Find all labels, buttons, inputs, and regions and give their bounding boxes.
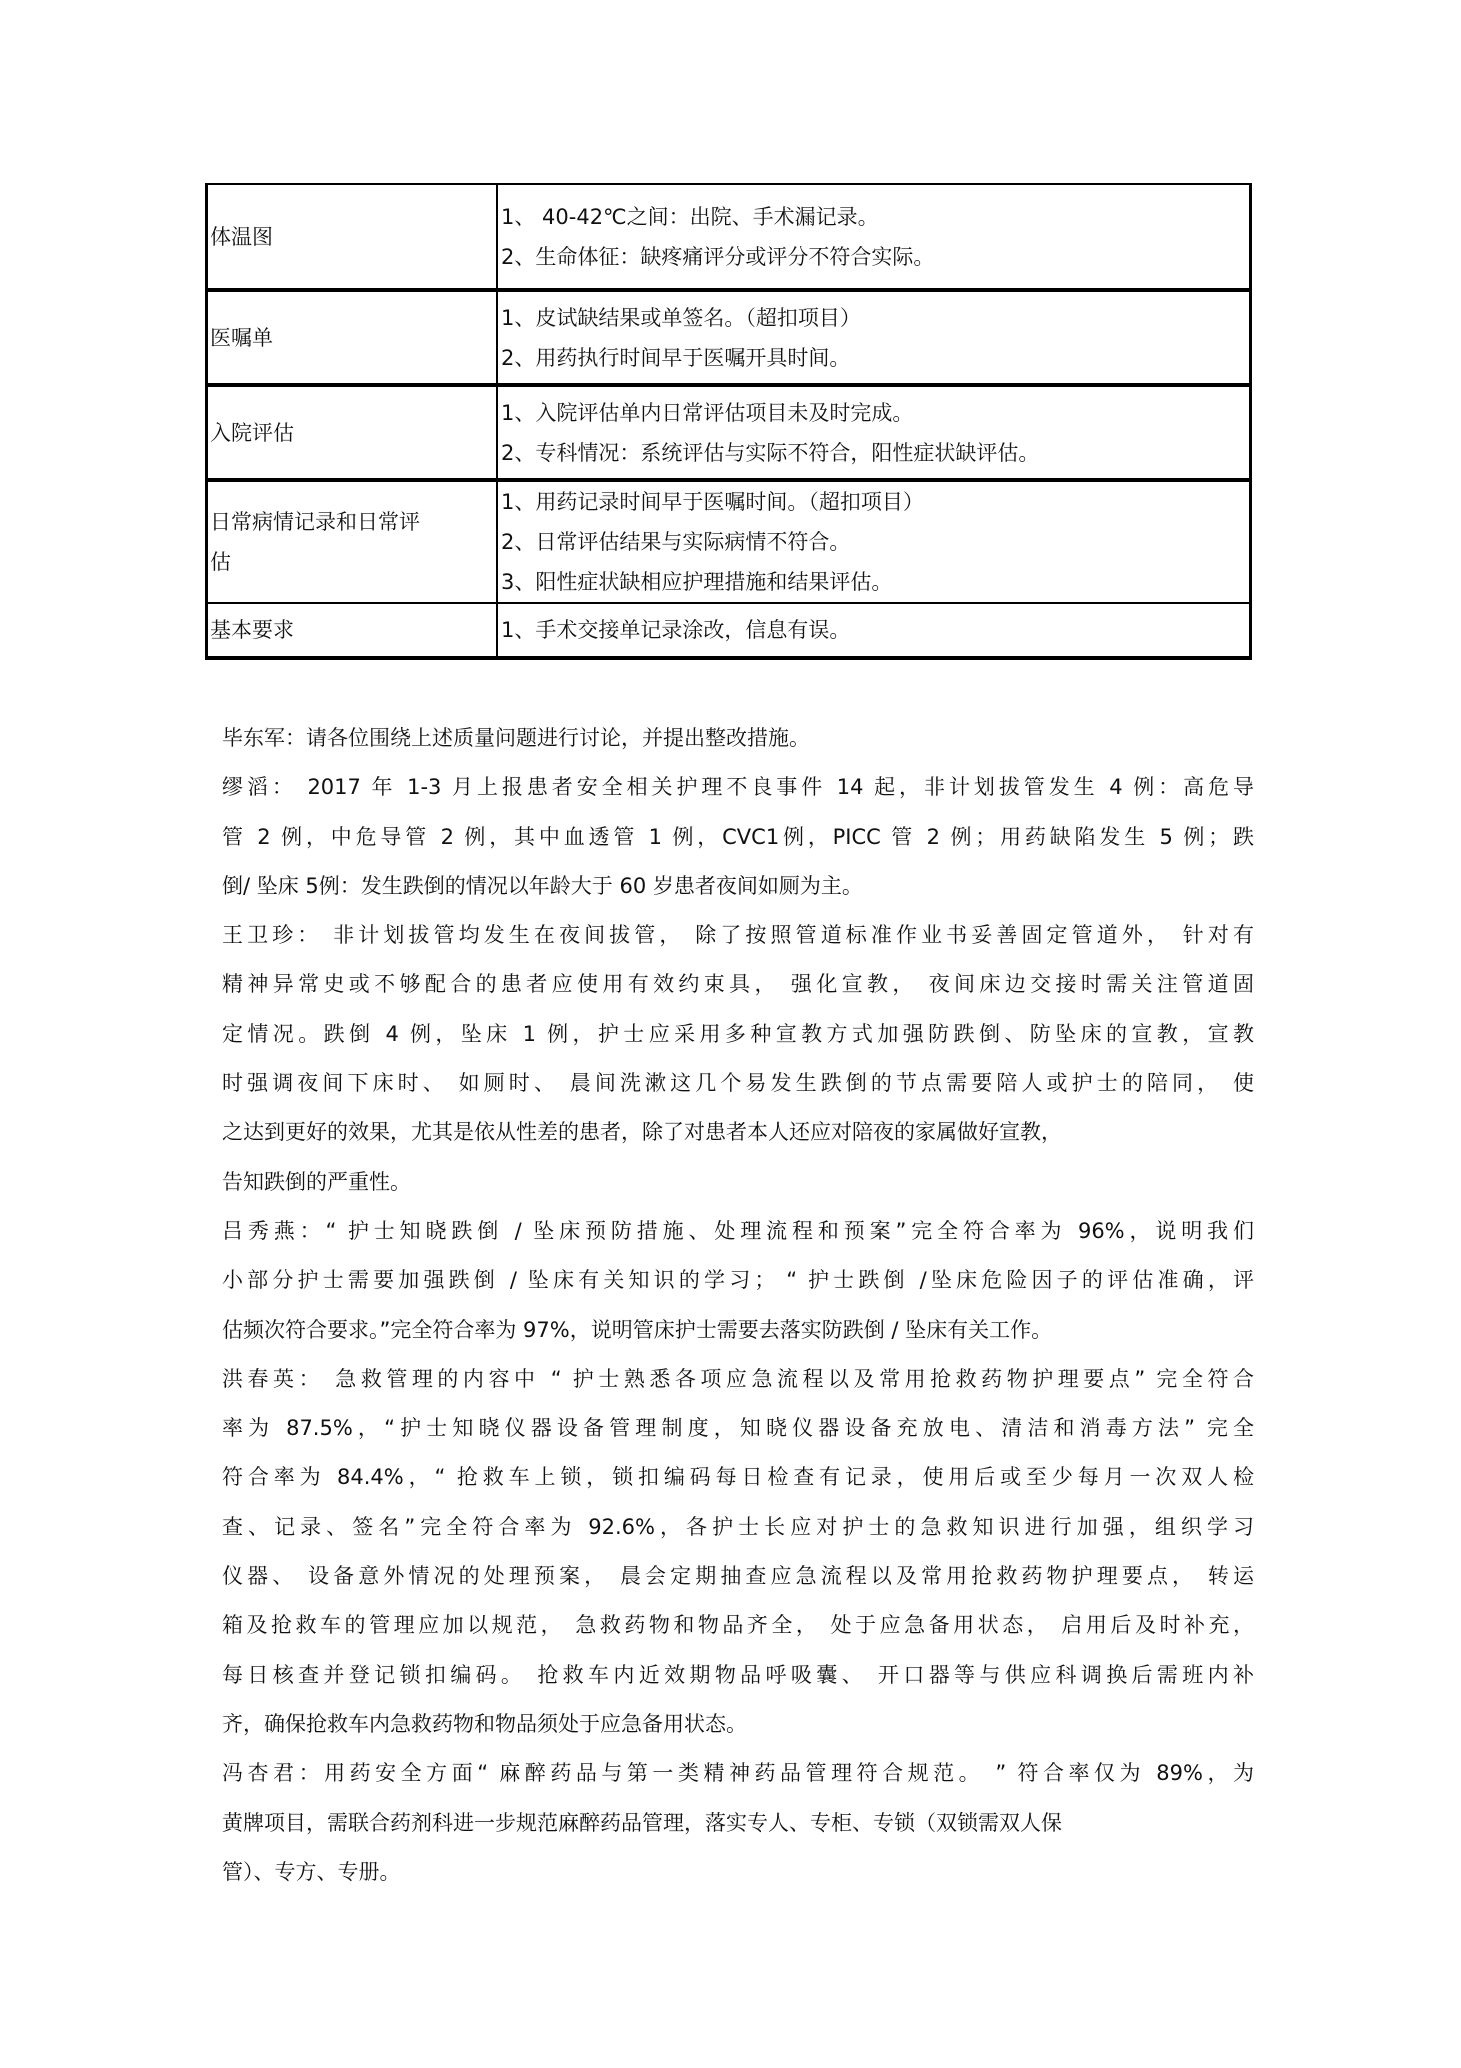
issue-item: 1、用药记录时间早于医嘱时间。（超扣项目）	[501, 490, 924, 514]
issue-item: 1、皮试缺结果或单签名。（超扣项目）	[501, 305, 861, 330]
text-line: 箱及抢救车的管理应加以规范， 急救药物和物品齐全， 处于应急备用状态， 启用后及时补充，	[222, 1613, 1254, 1638]
text-line: 时强调夜间下床时、 如厕时、 晨间洗漱这几个易发生跌倒的节点需要陪人或护士的陪同， 使	[222, 1071, 1254, 1096]
quality-issues-table	[205, 183, 1252, 660]
text-line: 之达到更好的效果，尤其是依从性差的患者，除了对患者本人还应对陪夜的家属做好宣教，	[222, 1120, 1062, 1145]
items-cell	[497, 290, 1251, 385]
text-line: 缪滔： 2017 年 1-3 月上报患者安全相关护理不良事件 14 起，非计划拔管发生 4 例：高危导	[222, 775, 1254, 800]
issue-item: 1、 40-42℃之间：出院、手术漏记录。	[501, 204, 879, 229]
table-row	[207, 290, 1251, 385]
category-label: 医嘱单	[210, 325, 273, 350]
speaker-paragraph	[222, 911, 1254, 1207]
speaker-paragraph	[222, 1355, 1254, 1749]
speaker-paragraph	[222, 1207, 1254, 1355]
issue-item: 2、生命体征：缺疼痛评分或评分不符合实际。	[501, 244, 935, 269]
table-row	[207, 480, 1251, 603]
issue-item: 3、阳性症状缺相应护理措施和结果评估。	[501, 570, 893, 594]
text-line: 倒/ 坠床 5例：发生跌倒的情况以年龄大于 60 岁患者夜间如厕为主。	[222, 873, 863, 898]
text-line: 吕秀燕：“ 护士知晓跌倒 / 坠床预防措施、处理流程和预案”完全符合率为 96%，说明我们	[222, 1218, 1254, 1243]
text-line: 仪器、 设备意外情况的处理预案， 晨会定期抽查应急流程以及常用抢救药物护理要点， 转运	[222, 1564, 1254, 1589]
text-line: 定情况。跌倒 4 例，坠床 1 例，护士应采用多种宣教方式加强防跌倒、防坠床的宣教，宣教	[222, 1021, 1254, 1046]
text-line: 管 2 例，中危导管 2 例，其中血透管 1 例，CVC1例，PICC 管 2 例；用药缺陷发生 5 例；跌	[222, 824, 1254, 849]
table-row	[207, 184, 1251, 290]
speaker-paragraph	[222, 714, 1254, 763]
speaker-paragraph	[222, 763, 1254, 911]
items-cell	[497, 603, 1251, 658]
category-label-line: 估	[210, 550, 231, 574]
category-label-line: 日常病情记录和日常评	[210, 510, 420, 534]
text-line: 冯杏君：用药安全方面“ 麻醉药品与第一类精神药品管理符合规范。 ” 符合率仅为 89%，为	[222, 1761, 1254, 1786]
text-line: 符合率为 84.4%，“ 抢救车上锁，锁扣编码每日检查有记录，使用后或至少每月一次双人检	[222, 1465, 1254, 1490]
text-line: 率为 87.5%，“护士知晓仪器设备管理制度，知晓仪器设备充放电、清洁和消毒方法” 完全	[222, 1416, 1254, 1441]
items-cell	[497, 480, 1251, 603]
issue-item: 2、专科情况：系统评估与实际不符合，阳性症状缺评估。	[501, 440, 1040, 465]
category-label: 入院评估	[210, 420, 294, 445]
category-cell	[207, 603, 498, 658]
text-line: 估频次符合要求。”完全符合率为 97%，说明管床护士需要去落实防跌倒 / 坠床有关工作。	[222, 1317, 1053, 1342]
category-cell	[207, 290, 498, 385]
text-line: 齐，确保抢救车内急救药物和物品须处于应急备用状态。	[222, 1711, 747, 1736]
text-line: 精神异常史或不够配合的患者应使用有效约束具， 强化宣教， 夜间床边交接时需关注管道固	[222, 972, 1254, 997]
table-row	[207, 603, 1251, 658]
text-line: 查、记录、签名”完全符合率为 92.6%，各护士长应对护士的急救知识进行加强，组织学习	[222, 1514, 1254, 1539]
issue-item: 2、用药执行时间早于医嘱开具时间。	[501, 345, 851, 370]
discussion-section	[222, 714, 1254, 1897]
issue-item: 1、手术交接单记录涂改，信息有误。	[501, 618, 851, 642]
text-line: 告知跌倒的严重性。	[222, 1169, 411, 1194]
text-line: 王卫珍： 非计划拔管均发生在夜间拔管， 除了按照管道标准作业书妥善固定管道外， 针对有	[222, 923, 1254, 948]
category-label: 体温图	[210, 224, 273, 249]
text-line: 小部分护士需要加强跌倒 / 坠床有关知识的学习； “ 护士跌倒 /坠床危险因子的评估准确，评	[222, 1268, 1254, 1293]
text-line: 每日核查并登记锁扣编码。 抢救车内近效期物品呼吸囊、 开口器等与供应科调换后需班内补	[222, 1662, 1254, 1687]
text-line: 毕东军：请各位围绕上述质量问题进行讨论，并提出整改措施。	[222, 726, 810, 750]
items-cell	[497, 385, 1251, 480]
category-cell	[207, 385, 498, 480]
items-cell	[497, 184, 1251, 290]
category-cell	[207, 480, 498, 603]
text-line: 管）、专方、专册。	[222, 1859, 401, 1884]
speaker-paragraph	[222, 1749, 1254, 1897]
text-line: 黄牌项目，需联合药剂科进一步规范麻醉药品管理，落实专人、专柜、专锁（双锁需双人保	[222, 1810, 1062, 1835]
issue-item: 2、日常评估结果与实际病情不符合。	[501, 530, 851, 554]
category-cell	[207, 184, 498, 290]
table-row	[207, 385, 1251, 480]
issue-item: 1、入院评估单内日常评估项目未及时完成。	[501, 400, 914, 425]
category-label: 基本要求	[210, 618, 294, 642]
text-line: 洪春英： 急救管理的内容中 “ 护士熟悉各项应急流程以及常用抢救药物护理要点” 完全符合	[222, 1366, 1254, 1391]
